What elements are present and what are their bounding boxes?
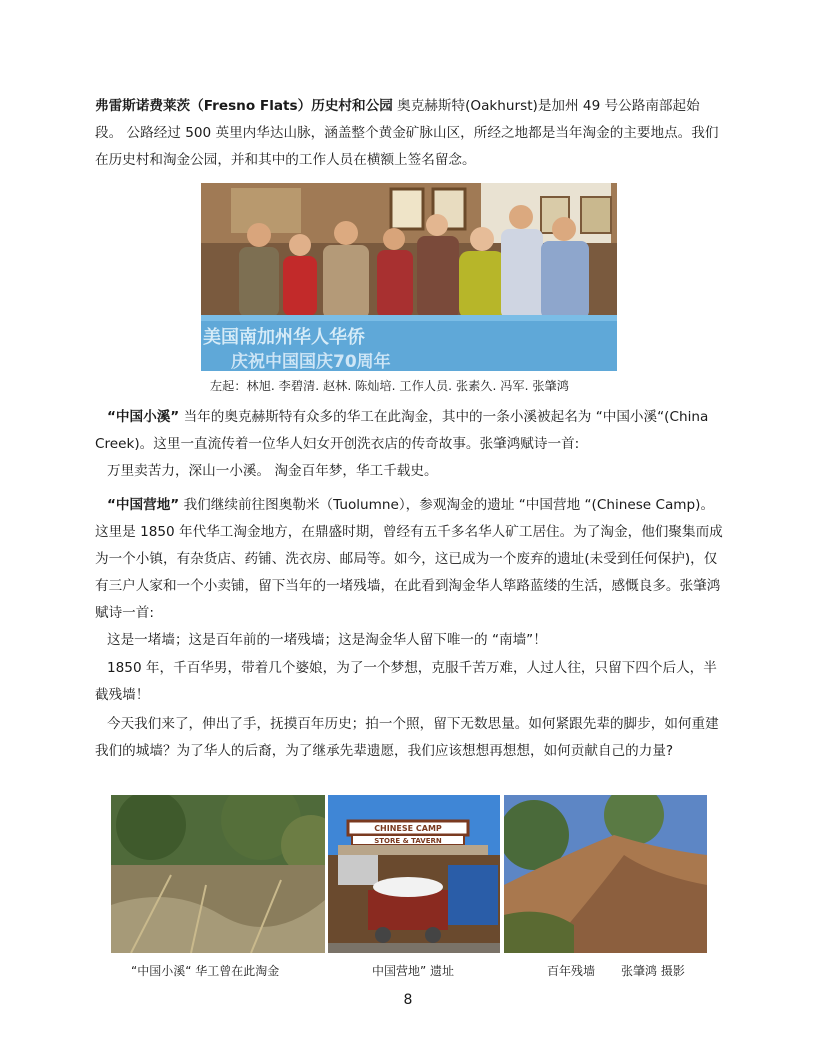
- chinese-camp-store-photo: [328, 795, 500, 953]
- fresno-heading: 弗雷斯诺费莱茨（Fresno Flats）历史村和公园: [95, 98, 393, 114]
- creek-photo: [111, 795, 325, 953]
- creek-photo-caption: “中国小溪“ 华工曾在此淘金: [131, 964, 280, 978]
- camp-heading: “中国营地”: [107, 497, 180, 513]
- fresno-paragraph: [95, 93, 725, 174]
- group-photo-illustration: [201, 183, 617, 371]
- camp-poem-2: 1850 年，千百华男，带着几个婆娘，为了一个梦想，克服千苦万难，人过人往，只留下四个后人，半截残墙！: [95, 660, 717, 703]
- wall-photo: [504, 795, 707, 953]
- creek-heading: “中国小溪”: [107, 409, 180, 425]
- camp-poem-3: 今天我们来了，伸出了手，抚摸百年历史；拍一个照，留下无数思量。如何紧跟先辈的脚步，如何重建我们的城墙？为了华人的后裔，为了继承先辈遗愿，我们应该想想再想想，如何贡献自己的力量?: [95, 716, 719, 759]
- wall-photo-caption: 百年残墙: [547, 964, 596, 978]
- camp-paragraph: [95, 492, 725, 627]
- page-number: 8: [403, 992, 413, 1008]
- banner-text-2: 庆祝中国国庆70周年: [231, 352, 391, 371]
- store-photo-caption: 中国营地” 遗址: [372, 964, 455, 978]
- group-photo: [201, 183, 617, 371]
- creek-paragraph: [95, 404, 725, 458]
- creek-body: 当年的奥克赫斯特有众多的华工在此淘金，其中的一条小溪被起名为 “中国小溪“(China Creek)。这里一直流传着一位华人妇女开创洗衣店的传奇故事。张肇鸿赋诗一首:: [95, 409, 709, 452]
- group-photo-caption: 左起：林旭. 李碧清. 赵林. 陈灿培. 工作人员. 张素久. 冯军. 张肇鸿: [210, 379, 569, 393]
- camp-poem-1: 这是一堵墙；这是百年前的一堵残墙；这是淘金华人留下唯一的 “南墙”！: [107, 632, 547, 648]
- store-sign-2: STORE & TAVERN: [374, 837, 442, 845]
- photographer-credit: 张肇鸿 摄影: [621, 964, 685, 978]
- banner-text-1: 美国南加州华人华侨: [203, 327, 365, 348]
- store-sign-1: CHINESE CAMP: [374, 824, 442, 833]
- camp-body: 我们继续前往图奥勒米（Tuolumne），参观淘金的遗址 “中国营地 “(Chinese Camp)。这里是 1850 年代华工淘金地方，在鼎盛时期，曾经有五千多名华人矿工居住。为了淘金，他们聚集而成为一个小镇，有杂货店、药铺、洗衣房、邮局等。如今，这已成为一个废弃的遗址(未受到任何保护)，仅有三户人家和一个小卖铺，留下当年的一堵残墙，在此看到淘金华人筚路蓝缕的生活，感慨良多。张肇鸿赋诗一首:: [95, 497, 723, 621]
- creek-poem: 万里卖苦力，深山一小溪。 淘金百年梦，华工千载史。: [107, 463, 438, 479]
- fresno-body: 奥克赫斯特(Oakhurst)是加州 49 号公路南部起始段。 公路经过 500 英里内华达山脉，涵盖整个黄金矿脉山区，所经之地都是当年淘金的主要地点。我们在历史村和淘金公园，并和其中的工作人员在横额上签名留念。: [95, 98, 719, 168]
